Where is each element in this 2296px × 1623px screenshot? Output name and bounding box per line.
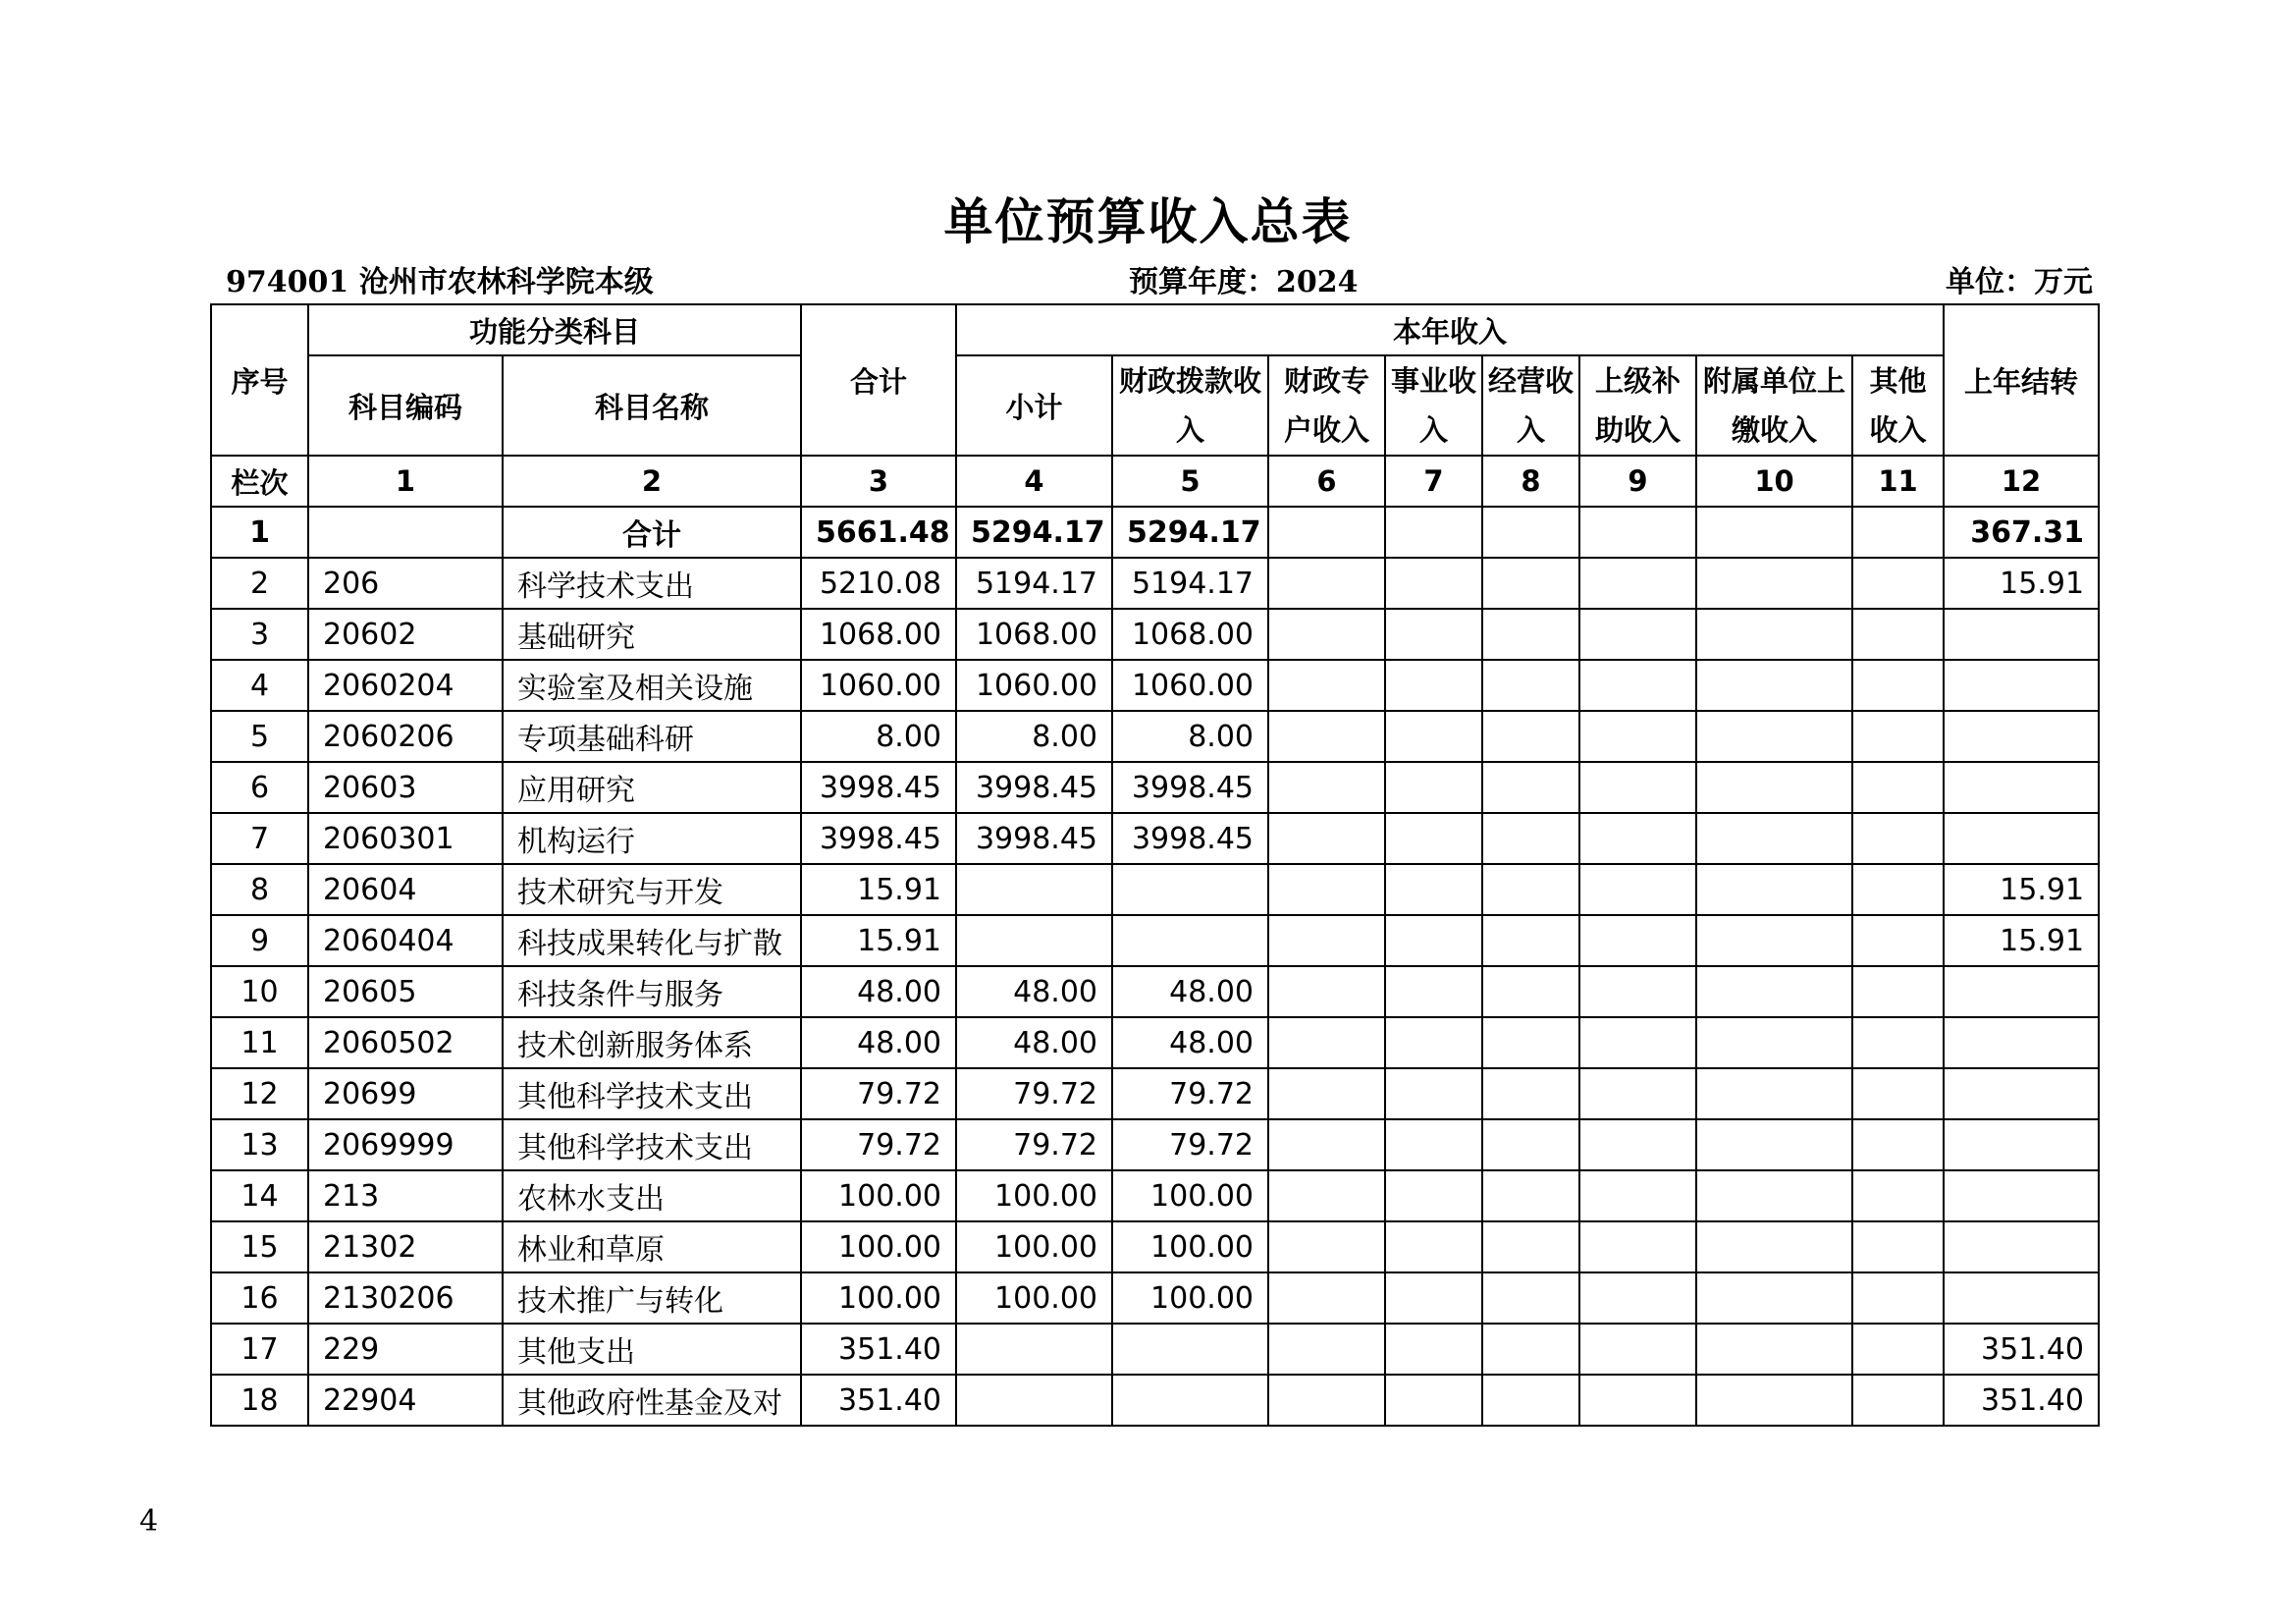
table-row bbox=[211, 966, 2099, 1017]
table-cell bbox=[1579, 864, 1696, 915]
table-cell bbox=[1944, 1170, 2099, 1221]
budget-year: 预算年度：2024 bbox=[1129, 265, 1359, 299]
table-cell: 2060204 bbox=[308, 660, 503, 711]
table-cell bbox=[1268, 1375, 1385, 1426]
column-number-cell: 11 bbox=[1852, 456, 1944, 507]
table-cell bbox=[1852, 558, 1944, 609]
table-cell: 48.00 bbox=[956, 1017, 1112, 1068]
table-cell bbox=[1696, 711, 1852, 762]
table-cell bbox=[956, 915, 1112, 966]
table-cell bbox=[1579, 1375, 1696, 1426]
table-cell bbox=[1482, 1324, 1579, 1375]
table-cell: 科学技术支出 bbox=[503, 558, 801, 609]
table-cell bbox=[1482, 507, 1579, 558]
table-cell bbox=[1696, 1068, 1852, 1119]
table-cell: 5194.17 bbox=[956, 558, 1112, 609]
column-number-cell: 12 bbox=[1944, 456, 2099, 507]
table-cell bbox=[1579, 660, 1696, 711]
table-cell bbox=[1579, 1068, 1696, 1119]
table-row bbox=[211, 1272, 2099, 1324]
table-cell bbox=[1944, 813, 2099, 864]
table-cell bbox=[1385, 1221, 1482, 1272]
table-cell bbox=[1696, 1017, 1852, 1068]
table-cell bbox=[1852, 1068, 1944, 1119]
table-cell bbox=[1268, 1324, 1385, 1375]
table-cell bbox=[1112, 864, 1268, 915]
table-cell: 351.40 bbox=[801, 1324, 956, 1375]
table-cell bbox=[956, 864, 1112, 915]
table-cell: 5194.17 bbox=[1112, 558, 1268, 609]
table-cell bbox=[1385, 507, 1482, 558]
table-cell bbox=[1268, 1119, 1385, 1170]
header-fiscal-special: 财政专户收入 bbox=[1268, 355, 1385, 456]
table-cell bbox=[1696, 1375, 1852, 1426]
table-cell: 5 bbox=[211, 711, 308, 762]
table-row bbox=[211, 1119, 2099, 1170]
table-cell: 2 bbox=[211, 558, 308, 609]
table-cell bbox=[1112, 1375, 1268, 1426]
table-cell bbox=[1385, 915, 1482, 966]
column-number-cell: 8 bbox=[1482, 456, 1579, 507]
table-cell bbox=[1385, 864, 1482, 915]
table-cell: 8.00 bbox=[801, 711, 956, 762]
table-cell bbox=[1579, 558, 1696, 609]
table-cell: 229 bbox=[308, 1324, 503, 1375]
table-cell bbox=[1696, 915, 1852, 966]
table-cell: 专项基础科研 bbox=[503, 711, 801, 762]
table-cell bbox=[1579, 1221, 1696, 1272]
table-row bbox=[211, 1375, 2099, 1426]
column-number-cell: 3 bbox=[801, 456, 956, 507]
table-cell: 206 bbox=[308, 558, 503, 609]
table-cell bbox=[1696, 966, 1852, 1017]
table-cell: 5294.17 bbox=[956, 507, 1112, 558]
table-cell bbox=[1579, 1119, 1696, 1170]
table-cell: 17 bbox=[211, 1324, 308, 1375]
table-cell: 48.00 bbox=[1112, 966, 1268, 1017]
table-cell: 20605 bbox=[308, 966, 503, 1017]
table-cell bbox=[1944, 1017, 2099, 1068]
table-cell bbox=[1482, 762, 1579, 813]
table-cell: 3998.45 bbox=[801, 813, 956, 864]
table-cell bbox=[1852, 1119, 1944, 1170]
header-func-class: 功能分类科目 bbox=[308, 304, 801, 355]
table-cell bbox=[1385, 1068, 1482, 1119]
table-cell bbox=[1944, 1119, 2099, 1170]
table-row bbox=[211, 609, 2099, 660]
header-superior-subsidy: 上级补助收入 bbox=[1579, 355, 1696, 456]
table-cell bbox=[1579, 507, 1696, 558]
table-cell: 3998.45 bbox=[801, 762, 956, 813]
table-cell bbox=[1944, 660, 2099, 711]
table-cell bbox=[1385, 558, 1482, 609]
table-cell: 2130206 bbox=[308, 1272, 503, 1324]
table-cell bbox=[1944, 711, 2099, 762]
table-cell: 2060502 bbox=[308, 1017, 503, 1068]
table-cell bbox=[1268, 1068, 1385, 1119]
table-cell: 79.72 bbox=[1112, 1119, 1268, 1170]
table-cell: 21302 bbox=[308, 1221, 503, 1272]
table-cell bbox=[1852, 609, 1944, 660]
table-cell: 4 bbox=[211, 660, 308, 711]
table-cell: 3998.45 bbox=[1112, 762, 1268, 813]
table-cell: 1060.00 bbox=[801, 660, 956, 711]
table-cell bbox=[1268, 507, 1385, 558]
table-cell: 13 bbox=[211, 1119, 308, 1170]
column-number-cell: 9 bbox=[1579, 456, 1696, 507]
table-cell bbox=[1579, 609, 1696, 660]
table-cell bbox=[1482, 660, 1579, 711]
column-number-cell: 栏次 bbox=[211, 456, 308, 507]
table-cell bbox=[1944, 762, 2099, 813]
table-cell: 3998.45 bbox=[1112, 813, 1268, 864]
table-cell: 其他政府性基金及对 bbox=[503, 1375, 801, 1426]
table-cell: 48.00 bbox=[956, 966, 1112, 1017]
table-cell: 合计 bbox=[503, 507, 801, 558]
table-cell: 1068.00 bbox=[1112, 609, 1268, 660]
table-cell bbox=[1482, 1017, 1579, 1068]
table-cell bbox=[1944, 966, 2099, 1017]
table-cell bbox=[1268, 966, 1385, 1017]
table-cell: 7 bbox=[211, 813, 308, 864]
table-row bbox=[211, 1221, 2099, 1272]
table-cell: 1068.00 bbox=[956, 609, 1112, 660]
table-cell: 100.00 bbox=[956, 1170, 1112, 1221]
table-cell bbox=[1696, 558, 1852, 609]
column-number-cell: 4 bbox=[956, 456, 1112, 507]
table-row bbox=[211, 507, 2099, 558]
table-cell bbox=[1852, 1221, 1944, 1272]
table-cell: 20699 bbox=[308, 1068, 503, 1119]
table-cell bbox=[1268, 1170, 1385, 1221]
table-cell: 3998.45 bbox=[956, 813, 1112, 864]
table-cell: 实验室及相关设施 bbox=[503, 660, 801, 711]
unit-name: 974001 沧州市农林科学院本级 bbox=[226, 265, 654, 299]
budget-income-table bbox=[210, 303, 2100, 1427]
table-cell: 科技成果转化与扩散 bbox=[503, 915, 801, 966]
table-cell: 48.00 bbox=[801, 966, 956, 1017]
table-cell bbox=[1385, 1272, 1482, 1324]
table-cell: 367.31 bbox=[1944, 507, 2099, 558]
table-cell bbox=[1944, 1221, 2099, 1272]
table-cell: 技术推广与转化 bbox=[503, 1272, 801, 1324]
table-cell bbox=[1112, 1324, 1268, 1375]
header-current-income: 本年收入 bbox=[956, 304, 1944, 355]
table-cell bbox=[1579, 711, 1696, 762]
table-cell bbox=[1579, 915, 1696, 966]
table-cell bbox=[1579, 813, 1696, 864]
table-cell: 农林水支出 bbox=[503, 1170, 801, 1221]
table-cell: 2060301 bbox=[308, 813, 503, 864]
column-number-cell: 2 bbox=[503, 456, 801, 507]
table-cell bbox=[1696, 1119, 1852, 1170]
column-number-cell: 7 bbox=[1385, 456, 1482, 507]
table-cell: 15.91 bbox=[1944, 558, 2099, 609]
table-cell bbox=[1385, 1017, 1482, 1068]
table-cell: 351.40 bbox=[1944, 1324, 2099, 1375]
page-number: 4 bbox=[139, 1504, 159, 1539]
table-cell: 79.72 bbox=[956, 1119, 1112, 1170]
table-cell bbox=[1268, 609, 1385, 660]
table-cell bbox=[1482, 609, 1579, 660]
table-cell: 5661.48 bbox=[801, 507, 956, 558]
table-cell bbox=[1268, 558, 1385, 609]
table-cell bbox=[1579, 966, 1696, 1017]
table-cell: 14 bbox=[211, 1170, 308, 1221]
table-cell bbox=[1696, 864, 1852, 915]
table-cell bbox=[1385, 1170, 1482, 1221]
table-cell bbox=[308, 507, 503, 558]
page-title: 单位预算收入总表 bbox=[943, 192, 1353, 250]
table-cell: 22904 bbox=[308, 1375, 503, 1426]
table-cell bbox=[1482, 1272, 1579, 1324]
table-cell: 其他科学技术支出 bbox=[503, 1068, 801, 1119]
table-cell bbox=[1852, 1170, 1944, 1221]
table-cell: 351.40 bbox=[1944, 1375, 2099, 1426]
table-cell bbox=[1696, 762, 1852, 813]
table-cell: 15.91 bbox=[801, 864, 956, 915]
table-cell bbox=[1852, 1375, 1944, 1426]
table-cell bbox=[1852, 966, 1944, 1017]
table-cell bbox=[1482, 966, 1579, 1017]
table-cell bbox=[1944, 1068, 2099, 1119]
table-cell bbox=[956, 1324, 1112, 1375]
table-cell bbox=[1852, 762, 1944, 813]
column-number-row bbox=[211, 456, 2099, 507]
table-cell: 3998.45 bbox=[956, 762, 1112, 813]
table-cell bbox=[1385, 1119, 1482, 1170]
table-cell bbox=[1852, 1324, 1944, 1375]
table-cell: 12 bbox=[211, 1068, 308, 1119]
header-carryover: 上年结转 bbox=[1944, 304, 2099, 456]
table-cell: 48.00 bbox=[801, 1017, 956, 1068]
column-number-cell: 1 bbox=[308, 456, 503, 507]
table-cell: 20602 bbox=[308, 609, 503, 660]
table-cell: 1068.00 bbox=[801, 609, 956, 660]
table-cell bbox=[1696, 507, 1852, 558]
table-cell: 100.00 bbox=[956, 1221, 1112, 1272]
table-cell: 79.72 bbox=[801, 1068, 956, 1119]
table-cell bbox=[1385, 1324, 1482, 1375]
table-cell: 20603 bbox=[308, 762, 503, 813]
table-cell bbox=[1852, 915, 1944, 966]
table-cell: 16 bbox=[211, 1272, 308, 1324]
table-cell: 100.00 bbox=[1112, 1170, 1268, 1221]
table-cell bbox=[1852, 507, 1944, 558]
table-cell bbox=[1482, 1375, 1579, 1426]
table-cell bbox=[1112, 915, 1268, 966]
table-cell bbox=[1268, 1272, 1385, 1324]
table-row bbox=[211, 711, 2099, 762]
table-cell bbox=[1852, 813, 1944, 864]
table-cell: 6 bbox=[211, 762, 308, 813]
table-cell: 应用研究 bbox=[503, 762, 801, 813]
table-row bbox=[211, 813, 2099, 864]
table-cell: 2060206 bbox=[308, 711, 503, 762]
table-cell bbox=[1696, 1324, 1852, 1375]
table-cell: 11 bbox=[211, 1017, 308, 1068]
table-cell: 2060404 bbox=[308, 915, 503, 966]
table-cell: 18 bbox=[211, 1375, 308, 1426]
table-cell: 100.00 bbox=[1112, 1272, 1268, 1324]
table-cell bbox=[1696, 660, 1852, 711]
table-cell bbox=[1268, 660, 1385, 711]
table-cell bbox=[1482, 813, 1579, 864]
table-cell bbox=[1696, 1221, 1852, 1272]
table-cell: 15 bbox=[211, 1221, 308, 1272]
column-number-cell: 6 bbox=[1268, 456, 1385, 507]
table-cell bbox=[1579, 1324, 1696, 1375]
table-cell: 1 bbox=[211, 507, 308, 558]
table-cell: 48.00 bbox=[1112, 1017, 1268, 1068]
table-cell bbox=[1579, 1272, 1696, 1324]
header-subtotal: 小计 bbox=[956, 355, 1112, 456]
table-row bbox=[211, 660, 2099, 711]
table-cell bbox=[1579, 762, 1696, 813]
table-cell bbox=[1944, 609, 2099, 660]
column-number-cell: 5 bbox=[1112, 456, 1268, 507]
table-row bbox=[211, 864, 2099, 915]
table-cell bbox=[1482, 1068, 1579, 1119]
table-cell: 9 bbox=[211, 915, 308, 966]
table-cell bbox=[1852, 864, 1944, 915]
table-cell: 1060.00 bbox=[1112, 660, 1268, 711]
header-seq: 序号 bbox=[211, 304, 308, 456]
table-cell bbox=[1385, 711, 1482, 762]
table-row bbox=[211, 762, 2099, 813]
table-cell: 基础研究 bbox=[503, 609, 801, 660]
table-cell: 100.00 bbox=[801, 1221, 956, 1272]
table-cell bbox=[1696, 609, 1852, 660]
table-cell: 15.91 bbox=[801, 915, 956, 966]
table-cell bbox=[1268, 1017, 1385, 1068]
table-cell: 其他支出 bbox=[503, 1324, 801, 1375]
table-cell bbox=[1385, 1375, 1482, 1426]
table-cell: 351.40 bbox=[801, 1375, 956, 1426]
table-row bbox=[211, 1017, 2099, 1068]
header-business: 事业收入 bbox=[1385, 355, 1482, 456]
table-cell bbox=[1482, 1119, 1579, 1170]
header-subject-name: 科目名称 bbox=[503, 355, 801, 456]
table-cell: 20604 bbox=[308, 864, 503, 915]
table-cell: 79.72 bbox=[801, 1119, 956, 1170]
table-cell bbox=[1696, 1272, 1852, 1324]
header-other: 其他收入 bbox=[1852, 355, 1944, 456]
table-cell bbox=[1579, 1170, 1696, 1221]
table-cell bbox=[1482, 1170, 1579, 1221]
table-cell bbox=[1482, 558, 1579, 609]
table-cell: 100.00 bbox=[801, 1170, 956, 1221]
table-cell bbox=[1852, 711, 1944, 762]
table-row bbox=[211, 1170, 2099, 1221]
table-cell: 技术研究与开发 bbox=[503, 864, 801, 915]
table-cell bbox=[1268, 915, 1385, 966]
table-cell bbox=[956, 1375, 1112, 1426]
table-cell bbox=[1268, 762, 1385, 813]
table-cell: 15.91 bbox=[1944, 864, 2099, 915]
table-cell: 技术创新服务体系 bbox=[503, 1017, 801, 1068]
table-row bbox=[211, 915, 2099, 966]
table-cell bbox=[1944, 1272, 2099, 1324]
table-cell bbox=[1268, 1221, 1385, 1272]
table-row bbox=[211, 1324, 2099, 1375]
header-subject-code: 科目编码 bbox=[308, 355, 503, 456]
column-number-cell: 10 bbox=[1696, 456, 1852, 507]
table-cell: 其他科学技术支出 bbox=[503, 1119, 801, 1170]
table-cell: 1060.00 bbox=[956, 660, 1112, 711]
table-cell: 机构运行 bbox=[503, 813, 801, 864]
table-cell bbox=[1268, 813, 1385, 864]
table-cell: 8.00 bbox=[1112, 711, 1268, 762]
table-cell: 8 bbox=[211, 864, 308, 915]
table-cell: 100.00 bbox=[956, 1272, 1112, 1324]
table-cell bbox=[1268, 711, 1385, 762]
table-cell: 8.00 bbox=[956, 711, 1112, 762]
table-cell bbox=[1696, 1170, 1852, 1221]
table-cell bbox=[1482, 1221, 1579, 1272]
table-cell: 5210.08 bbox=[801, 558, 956, 609]
header-fiscal-alloc: 财政拨款收入 bbox=[1112, 355, 1268, 456]
table-cell bbox=[1482, 711, 1579, 762]
table-cell bbox=[1385, 813, 1482, 864]
table-cell bbox=[1385, 966, 1482, 1017]
header-affiliated: 附属单位上缴收入 bbox=[1696, 355, 1852, 456]
table-cell: 科技条件与服务 bbox=[503, 966, 801, 1017]
table-cell bbox=[1385, 660, 1482, 711]
table-cell: 100.00 bbox=[1112, 1221, 1268, 1272]
table-cell: 79.72 bbox=[1112, 1068, 1268, 1119]
table-cell: 15.91 bbox=[1944, 915, 2099, 966]
table-cell bbox=[1852, 660, 1944, 711]
table-cell bbox=[1482, 915, 1579, 966]
table-row bbox=[211, 558, 2099, 609]
table-cell bbox=[1579, 1017, 1696, 1068]
table-cell bbox=[1268, 864, 1385, 915]
table-cell bbox=[1482, 864, 1579, 915]
table-cell: 5294.17 bbox=[1112, 507, 1268, 558]
table-cell: 3 bbox=[211, 609, 308, 660]
currency-unit: 单位：万元 bbox=[1946, 265, 2093, 299]
table-row bbox=[211, 1068, 2099, 1119]
table-cell bbox=[1852, 1272, 1944, 1324]
header-total: 合计 bbox=[801, 304, 956, 456]
table-cell: 213 bbox=[308, 1170, 503, 1221]
table-cell: 2069999 bbox=[308, 1119, 503, 1170]
table-cell bbox=[1385, 609, 1482, 660]
table-cell: 79.72 bbox=[956, 1068, 1112, 1119]
table-cell: 100.00 bbox=[801, 1272, 956, 1324]
table-cell: 10 bbox=[211, 966, 308, 1017]
table-cell bbox=[1696, 813, 1852, 864]
table-cell: 林业和草原 bbox=[503, 1221, 801, 1272]
table-cell bbox=[1852, 1017, 1944, 1068]
header-operating: 经营收入 bbox=[1482, 355, 1579, 456]
table-cell bbox=[1385, 762, 1482, 813]
